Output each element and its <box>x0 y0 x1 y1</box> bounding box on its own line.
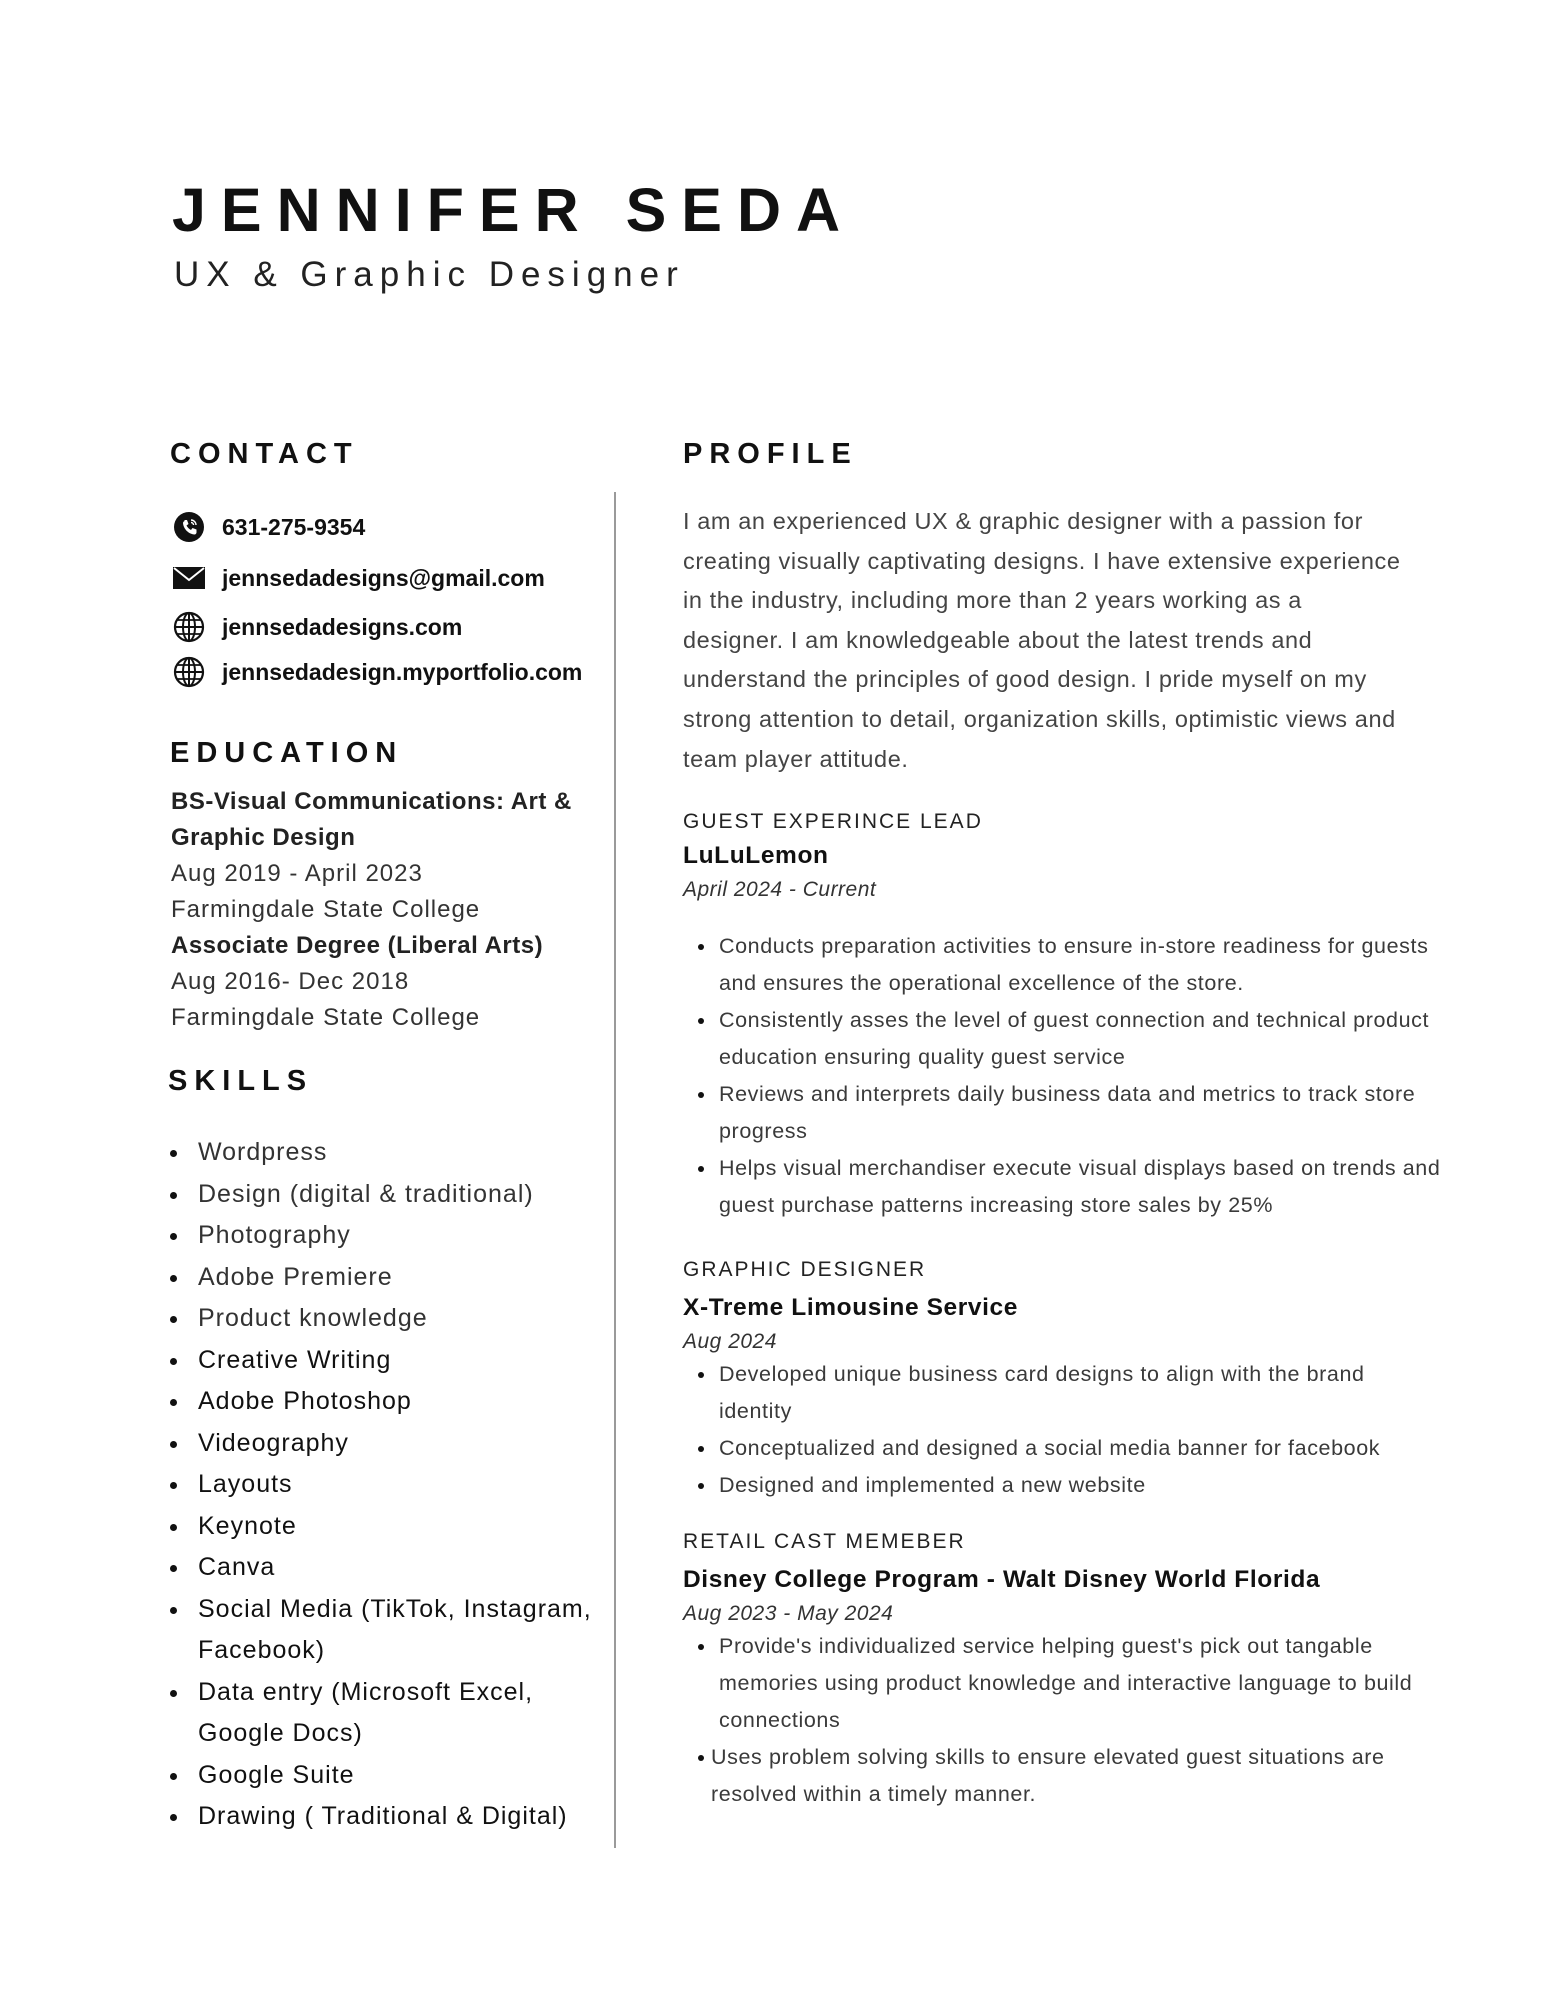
contact-email[interactable] <box>172 561 545 595</box>
skills-heading: SKILLS <box>168 1065 314 1097</box>
education-list <box>171 784 611 1036</box>
contact-portfolio-text: jennsedadesign.myportfolio.com <box>222 658 583 685</box>
job-entry <box>683 810 1443 1224</box>
education-heading: EDUCATION <box>170 737 404 769</box>
job-dates: Aug 2023 - May 2024 <box>683 1602 894 1625</box>
job-company: X-Treme Limousine Service <box>683 1294 1018 1321</box>
skill-item: Google Suite <box>168 1755 608 1797</box>
job-company: Disney College Program - Walt Disney World Florida <box>683 1566 1321 1593</box>
job-bullet: Developed unique business card designs to align with the brand identity <box>683 1356 1443 1430</box>
contact-heading: CONTACT <box>170 438 359 470</box>
resume-name: JENNIFER SEDA <box>172 176 856 244</box>
education-degree: BS-Visual Communications: Art & Graphic Design <box>171 788 572 851</box>
job-company: LuLuLemon <box>683 842 829 869</box>
contact-email-text: jennsedadesigns@gmail.com <box>222 564 545 591</box>
job-bullet: Reviews and interprets daily business data and metrics to track store progress <box>683 1076 1443 1150</box>
job-bullet: Helps visual merchandiser execute visual displays based on trends and guest purchase patterns increasing store sales by 25% <box>683 1150 1443 1224</box>
skill-item: Wordpress <box>168 1132 608 1174</box>
skill-item: Adobe Premiere <box>168 1257 608 1299</box>
skill-item: Creative Writing <box>168 1340 608 1382</box>
skill-item: Keynote <box>168 1506 608 1548</box>
job-bullet: Uses problem solving skills to ensure elevated guest situations are resolved within a timely manner. <box>683 1739 1443 1813</box>
job-bullets <box>683 1628 1443 1813</box>
job-entry <box>683 1258 1443 1504</box>
contact-phone[interactable] <box>172 510 365 544</box>
job-dates: Aug 2024 <box>683 1330 777 1353</box>
job-role: RETAIL CAST MEMEBER <box>683 1530 966 1553</box>
skill-item: Social Media (TikTok, Instagram, Facebook) <box>168 1589 608 1672</box>
skill-item: Data entry (Microsoft Excel, Google Docs) <box>168 1672 608 1755</box>
column-divider <box>614 492 616 1848</box>
globe-icon <box>172 610 206 644</box>
skill-item: Videography <box>168 1423 608 1465</box>
phone-icon <box>172 510 206 544</box>
job-entry <box>683 1530 1443 1813</box>
skill-item: Drawing ( Traditional & Digital) <box>168 1796 608 1838</box>
contact-phone-text: 631-275-9354 <box>222 513 366 540</box>
job-bullet: Provide's individualized service helping guest's pick out tangable memories using product knowledge and interactive language to build connections <box>683 1628 1443 1739</box>
profile-text: I am an experienced UX & graphic designer with a passion for creating visually captivating designs. I have extensive experience in the industry, including more than 2 years working as a designer. I am knowledgeable about the latest trends and understand the principles of good design. I pride myself on my strong attention to detail, organization skills, optimistic views and team player attitude. <box>683 508 1401 772</box>
contact-website-text: jennsedadesigns.com <box>222 613 463 640</box>
job-bullet: Conceptualized and designed a social media banner for facebook <box>683 1430 1443 1467</box>
contact-website[interactable] <box>172 610 462 644</box>
job-bullet: Conducts preparation activities to ensure in-store readiness for guests and ensures the operational excellence of the store. <box>683 928 1443 1002</box>
skill-item: Adobe Photoshop <box>168 1381 608 1423</box>
skill-item: Canva <box>168 1547 608 1589</box>
job-bullet: Consistently asses the level of guest connection and technical product education ensuring quality guest service <box>683 1002 1443 1076</box>
job-dates: April 2024 - Current <box>683 878 877 901</box>
education-school: Farmingdale State College <box>171 896 481 923</box>
profile-heading: PROFILE <box>683 438 858 470</box>
education-dates: Aug 2016- Dec 2018 <box>171 968 410 995</box>
job-bullets <box>683 928 1443 1224</box>
education-dates: Aug 2019 - April 2023 <box>171 860 423 887</box>
skill-item: Photography <box>168 1215 608 1257</box>
skill-item: Product knowledge <box>168 1298 608 1340</box>
education-degree: Associate Degree (Liberal Arts) <box>171 932 544 959</box>
skills-list <box>168 1132 608 1838</box>
contact-portfolio[interactable] <box>172 655 582 689</box>
job-role: GRAPHIC DESIGNER <box>683 1258 927 1281</box>
job-bullet: Designed and implemented a new website <box>683 1467 1443 1504</box>
job-bullets <box>683 1356 1443 1504</box>
skill-item: Design (digital & traditional) <box>168 1174 608 1216</box>
email-icon <box>172 561 206 595</box>
job-role: GUEST EXPERINCE LEAD <box>683 810 983 833</box>
education-school: Farmingdale State College <box>171 1004 481 1031</box>
globe-icon <box>172 655 206 689</box>
skill-item: Layouts <box>168 1464 608 1506</box>
resume-title: UX & Graphic Designer <box>174 255 685 294</box>
